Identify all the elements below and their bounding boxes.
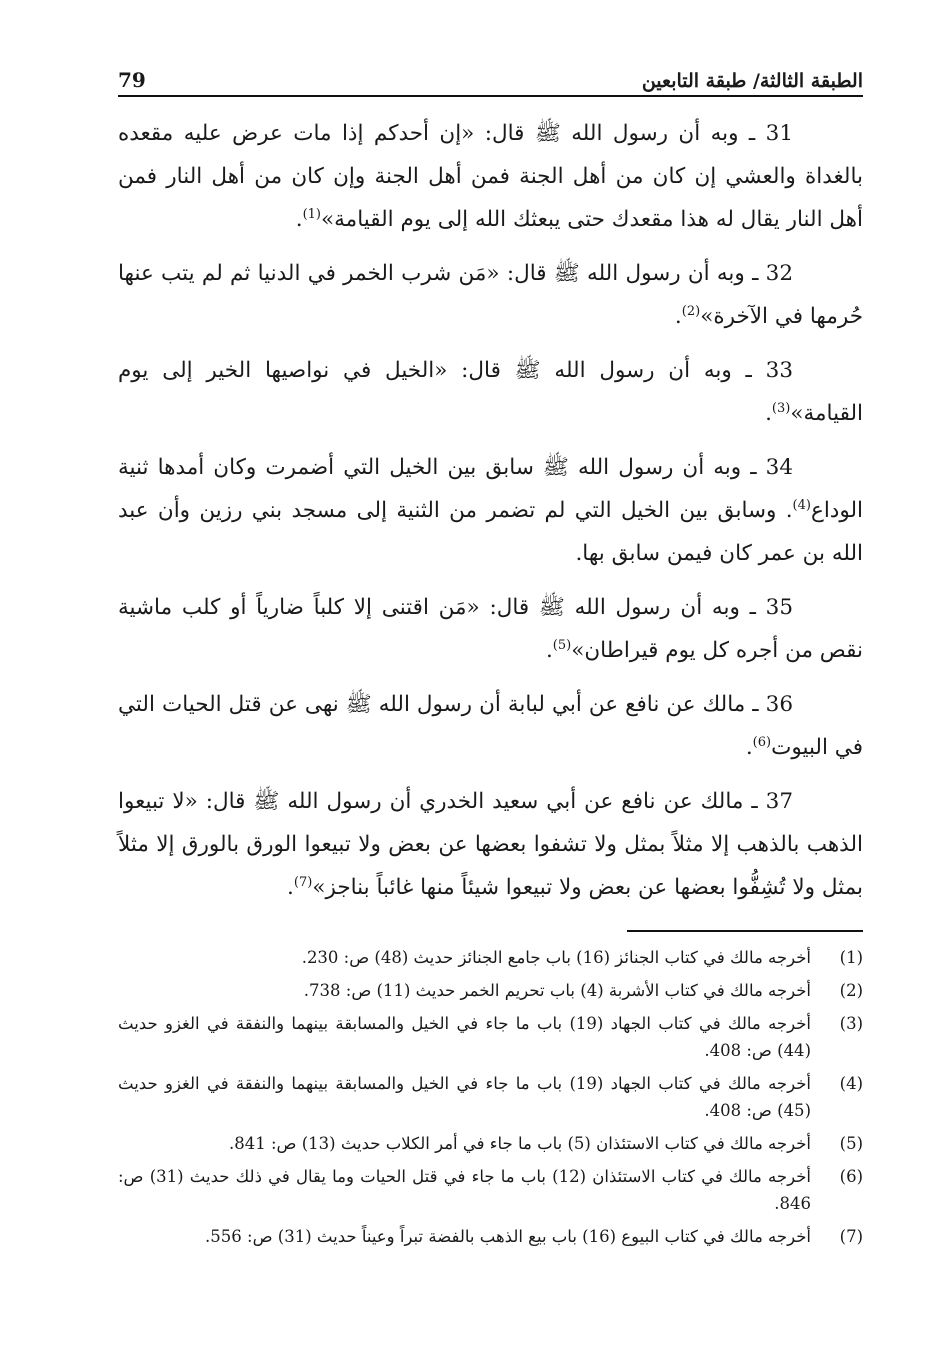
footnote-divider [627, 930, 863, 932]
footnote-ref: (4) [792, 497, 811, 513]
footnote-text: أخرجه مالك في كتاب الاستئذان (5) باب ما جاء في أمر الكلاب حديث (13) ص: 841. [228, 1134, 811, 1153]
header-title: الطبقة الثالثة/ طبقة التابعين [641, 70, 863, 92]
footnote-item [118, 1070, 863, 1124]
footnote-number: (5) [839, 1134, 863, 1153]
hadith-text: 35 ـ وبه أن رسول الله ﷺ قال: «مَن اقتنى إلا كلباً ضارياً أو كلب ماشية نقص من أجره كل يوم قيراطان» [118, 595, 863, 663]
footnote-text: أخرجه مالك في كتاب الجنائز (16) باب جامع الجنائز حديث (48) ص: 230. [301, 948, 811, 967]
footnote-text: أخرجه مالك في كتاب البيوع (16) باب بيع الذهب بالفضة تبراً وعيناً حديث (31) ص: 556. [205, 1227, 811, 1246]
hadith-tail: . [745, 735, 753, 760]
hadith-text: 37 ـ مالك عن نافع عن أبي سعيد الخدري أن رسول الله ﷺ قال: «لا تبيعوا الذهب بالذهب إلا مثلاً بمثل ولا تشفوا بعضها عن بعض ولا تبيعوا الورق بالورق إلا مثلاً بمثل ولا تُشِفُّوا بعضها عن بعض ولا تبيعوا شيئاً منها غائباً بناجز» [118, 789, 863, 900]
hadith-32 [118, 252, 863, 338]
footnote-text: أخرجه مالك في كتاب الأشربة (4) باب تحريم الخمر حديث (11) ص: 738. [303, 981, 811, 1000]
footnote-number: (7) [839, 1227, 863, 1246]
hadith-text: 31 ـ وبه أن رسول الله ﷺ قال: «إن أحدكم إذا مات عرض عليه مقعده بالغداة والعشي إن كان من أهل الجنة فمن أهل الجنة وإن كان من أهل النار فمن أهل النار يقال له هذا مقعدك حتى يبعثك الله إلى يوم القيامة» [118, 121, 863, 232]
hadith-35 [118, 586, 863, 672]
hadith-tail: . وسابق بين الخيل التي لم تضمر من الثنية إلى مسجد بني رزين وأن عبد الله بن عمر كان فيمن سابق بها. [118, 498, 863, 566]
footnote-text: أخرجه مالك في كتاب الجهاد (19) باب ما جاء في الخيل والمسابقة بينهما والنفقة في الغزو حديث (44) ص: 408. [118, 1014, 812, 1060]
footnote-number: (4) [839, 1074, 863, 1093]
hadith-tail: . [765, 401, 772, 426]
hadith-tail: . [545, 638, 553, 663]
footnote-item [118, 1010, 863, 1064]
hadith-36 [118, 683, 863, 769]
footnote-item [118, 1163, 863, 1217]
hadith-tail: . [295, 207, 303, 232]
footnote-item [118, 944, 863, 971]
hadith-34 [118, 446, 863, 575]
footnote-number: (1) [839, 948, 863, 967]
footnote-ref: (6) [752, 734, 772, 750]
hadith-body [118, 112, 863, 920]
hadith-37 [118, 780, 863, 909]
hadith-text: 33 ـ وبه أن رسول الله ﷺ قال: «الخيل في نواصيها الخير إلى يوم القيامة» [118, 358, 863, 426]
footnote-ref: (5) [552, 637, 572, 653]
hadith-text: 34 ـ وبه أن رسول الله ﷺ سابق بين الخيل التي أضمرت وكان أمدها ثنية الوداع [118, 455, 863, 523]
footnote-ref: (1) [302, 206, 321, 222]
footnote-ref: (3) [771, 400, 791, 416]
footnote-number: (2) [839, 981, 863, 1000]
footnote-number: (3) [839, 1014, 863, 1033]
footnote-text: أخرجه مالك في كتاب الاستئذان (12) باب ما جاء في قتل الحيات وما يقال في ذلك حديث (31) ص: 846. [118, 1167, 811, 1213]
footnote-text: أخرجه مالك في كتاب الجهاد (19) باب ما جاء في الخيل والمسابقة بينهما والنفقة في الغزو حديث (45) ص: 408. [118, 1074, 812, 1120]
footnote-number: (6) [839, 1167, 863, 1186]
hadith-31 [118, 112, 863, 241]
hadith-text: 32 ـ وبه أن رسول الله ﷺ قال: «مَن شرب الخمر في الدنيا ثم لم يتب عنها حُرمها في الآخرة» [118, 261, 863, 329]
hadith-33 [118, 349, 863, 435]
hadith-text: 36 ـ مالك عن نافع عن أبي لبابة أن رسول الله ﷺ نهى عن قتل الحيات التي في البيوت [118, 692, 863, 760]
running-header [118, 58, 863, 92]
footnote-ref: (2) [681, 303, 701, 319]
footnote-item [118, 977, 863, 1004]
footnote-ref: (7) [293, 874, 313, 890]
page-number: 79 [118, 68, 146, 92]
hadith-tail: . [287, 875, 294, 900]
footnote-item [118, 1223, 863, 1250]
footnote-item [118, 1130, 863, 1157]
hadith-tail: . [674, 304, 682, 329]
header-divider [118, 95, 863, 97]
footnotes [118, 944, 863, 1256]
